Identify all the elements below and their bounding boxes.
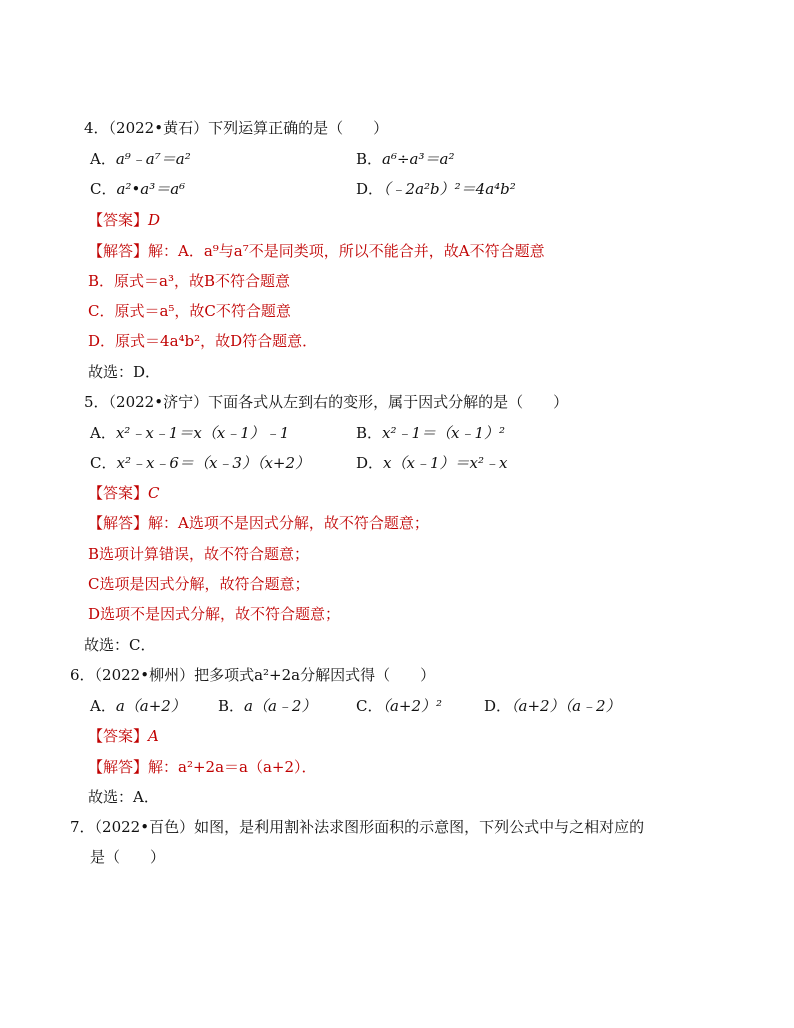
- option-b: B．x²﹣1＝（x﹣1）²: [356, 424, 506, 442]
- answer-line: 【答案】C: [88, 484, 160, 502]
- question-text: 下面各式从左到右的变形，属于因式分解的是（ ）: [208, 393, 569, 411]
- option-a: A．a（a+2）: [90, 697, 186, 715]
- question-source: （2022•柳州）: [94, 666, 195, 684]
- answer-line: 【答案】D: [88, 211, 161, 229]
- question-4-stem: [84, 118, 388, 138]
- question-source: （2022•济宁）: [108, 393, 209, 411]
- question-source: （2022•黄石）: [108, 119, 209, 137]
- question-text-continued: 是（ ）: [90, 848, 166, 866]
- question-number: 4．: [84, 119, 109, 137]
- solution-line: B．原式＝a³，故B不符合题意: [88, 272, 291, 290]
- solution-line: D．原式＝4a⁴b²，故D符合题意．: [88, 332, 318, 350]
- option-c: C．x²﹣x﹣6＝（x﹣3）（x+2）: [90, 454, 311, 472]
- question-text: 把多项式a²+2a分解因式得（ ）: [194, 666, 436, 684]
- question-number: 6．: [70, 666, 95, 684]
- conclusion: 故选：D．: [88, 363, 161, 381]
- option-c: C．a²•a³＝a⁶: [90, 180, 186, 198]
- question-number: 5．: [84, 393, 109, 411]
- question-7-stem: [70, 817, 644, 837]
- option-b: B．a⁶÷a³＝a²: [356, 150, 455, 168]
- option-d: D．x（x﹣1）＝x²﹣x: [356, 454, 508, 472]
- conclusion: 故选：C．: [84, 636, 156, 654]
- option-d: D．（a+2）（a﹣2）: [484, 697, 621, 715]
- answer-line: 【答案】A: [88, 727, 159, 745]
- solution-line: C选项是因式分解，故符合题意；: [88, 575, 310, 593]
- question-5-stem: [84, 392, 568, 412]
- question-source: （2022•百色）: [94, 818, 195, 836]
- conclusion: 故选：A．: [88, 788, 159, 806]
- solution-line: B选项计算错误，故不符合题意；: [88, 545, 310, 563]
- solution-line: 【解答】解：a²+2a＝a（a+2）．: [88, 758, 317, 776]
- question-text: 下列运算正确的是（ ）: [208, 119, 389, 137]
- question-text: 如图，是利用割补法求图形面积的示意图，下列公式中与之相对应的: [194, 818, 645, 836]
- option-d: D．（﹣2a²b）²＝4a⁴b²: [356, 180, 516, 198]
- option-a: A．a⁹﹣a⁷＝a²: [90, 150, 191, 168]
- solution-line: D选项不是因式分解，故不符合题意；: [88, 605, 341, 623]
- solution-line: 【解答】解：A选项不是因式分解，故不符合题意；: [88, 514, 429, 532]
- solution-line: 【解答】解：A．a⁹与a⁷不是同类项，所以不能合并，故A不符合题意: [88, 242, 545, 260]
- question-number: 7．: [70, 818, 95, 836]
- option-a: A．x²﹣x﹣1＝x（x﹣1）﹣1: [90, 424, 290, 442]
- option-b: B．a（a﹣2）: [218, 697, 317, 715]
- solution-line: C．原式＝a⁵，故C不符合题意: [88, 302, 291, 320]
- option-c: C．（a+2）²: [356, 697, 443, 715]
- question-6-stem: [70, 665, 435, 685]
